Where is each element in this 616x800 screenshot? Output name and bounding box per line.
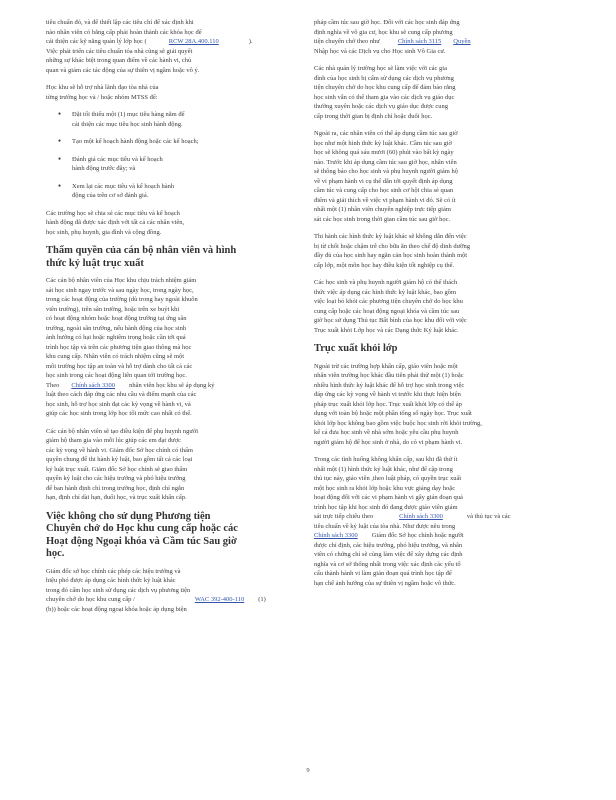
text-line: nào. Trước khi áp dụng cầm túc sau giờ học, nhân viên xyxy=(314,158,457,166)
policy-3115-title-link[interactable]: Quyền xyxy=(453,38,471,45)
text-line: cầm túc và cung cấp cho học sinh cơ hội chia sẻ quan xyxy=(314,187,454,194)
text-line: học sinh vẫn có thể tham gia vào các dịch vụ giáo dục xyxy=(314,93,455,101)
text-line: hạn, định chỉ dài hạn, đuổi học, và trục xuất khẩn cấp. xyxy=(46,494,187,501)
text-line: (b)) hoặc các hoạt động ngoại khóa hoặc áp dụng biện xyxy=(46,605,187,613)
text-line: các kỳ vọng về hành vi. Giám đốc Sở học chính có thẩm xyxy=(46,446,193,454)
heading-line: Hoạt động Ngoại khóa và Cầm túc Sau giờ xyxy=(46,535,237,547)
heading-line: Chuyên chở do Học khu cung cấp hoặc các xyxy=(46,523,238,534)
rcw-link[interactable]: RCW 28A.400.110 xyxy=(168,38,219,45)
page-number: 9 xyxy=(306,767,310,774)
paragraph xyxy=(314,455,572,588)
text-fragment: nhân viên học khu sẽ áp dụng kỷ xyxy=(129,381,215,389)
text-line: trường, ngoài sân trường, nếu hành động của học sinh xyxy=(46,324,187,332)
text-line: giúp các học sinh trong lớp học tối mức cao nhất có thể. xyxy=(46,410,192,417)
text-line: trình học tập và trên các phương tiện giao thông mà học xyxy=(46,343,192,351)
text-line: kỷ luật trục xuất. Giám đốc Sở học chính sẽ giao thẩm xyxy=(46,465,188,473)
text-line: một học sinh ra khỏi lớp hoặc khu vực giảng dạy hoặc xyxy=(314,484,456,492)
text-line: có hoạt động nhóm hoặc hoạt động trường tại ứng sân xyxy=(46,315,187,322)
text-line: những sự khác biệt trong quan điểm về các hành vi, chủ xyxy=(46,57,192,64)
text-line: Các trường học sẽ chia sẻ các mục tiêu và kế hoạch xyxy=(46,209,180,217)
text-line: trình học tập khi học sinh đó đang được giáo viên giám xyxy=(314,503,458,511)
list-item xyxy=(58,155,298,174)
paragraph xyxy=(46,276,298,419)
list-item xyxy=(58,137,298,147)
text-line: tiện chuyên chở theo như xyxy=(314,38,380,45)
text-fragment: Theo xyxy=(46,381,60,389)
text-line: Học khu sẽ hỗ trợ nhà lãnh đạo tòa nhà của xyxy=(46,84,159,91)
text-line: Trong các tình huống không khẩn cấp, sau khi đã thử ít xyxy=(314,456,458,463)
text-line: kể cả đưa học sinh về nhà sớm hoặc yêu cầu phụ huynh xyxy=(314,429,459,436)
text-fragment: (1) xyxy=(258,596,266,603)
text-line: quyền kỷ luật cho các hiệu trưởng và phó hiệu trưởng xyxy=(46,475,186,482)
paragraph xyxy=(314,129,572,224)
heading-line: học. xyxy=(46,548,65,559)
heading-line: thức kỷ luật trục xuất xyxy=(46,257,144,269)
section-heading xyxy=(46,511,298,561)
text-line: luật theo cách đáp ứng các nhu cầu và điểm mạnh của các xyxy=(46,391,197,398)
bullet-icon: ● xyxy=(58,139,62,144)
policy-3300-link[interactable]: Chính sách 3300 xyxy=(71,381,116,389)
text-line: Nhập học và các Dịch vụ cho Học sinh Vô Gia cư. xyxy=(314,47,446,55)
paragraph xyxy=(46,567,298,615)
text-line: Xem lại các mục tiêu và kế hoạch hành xyxy=(72,182,175,190)
text-line: điểm và giải thích về việc vi phạm hành vi đó. Sẽ có ít xyxy=(314,196,456,204)
text-line: quyền chung để thi hành kỷ luật, bao gồm tất cả các loại xyxy=(46,456,193,463)
bullet-icon: ● xyxy=(58,112,62,117)
text-line: học sinh, phụ huynh, gia đình và cộng đồng. xyxy=(46,228,162,236)
text-line: ảnh hưởng có hại hoặc nghiêm trọng hoặc cần tới quá xyxy=(46,334,186,341)
text-line: Các học sinh và phụ huynh người giám hộ có thể thách xyxy=(314,279,458,286)
text-line: giờ học sử dụng Thủ tục Bất bình của học khu đối với việc xyxy=(314,317,467,324)
text-line: người giám hộ để học sinh ở nhà, do có vi phạm hành vi. xyxy=(314,438,463,446)
bullet-icon: ● xyxy=(58,183,62,189)
text-fragment: Giám đốc Sở học chính hoặc người xyxy=(371,532,464,539)
wac-link[interactable]: WAC 392-400-110 xyxy=(194,596,245,603)
text-line: đình của học sinh bị cấm sử dụng các dịch vụ phương xyxy=(314,74,454,82)
text-line: động của trên cơ sở đánh giá. xyxy=(72,192,149,199)
left-column xyxy=(46,18,298,622)
text-line: học sinh, hỗ trợ học sinh đạt các kỳ vọng về hành vi, và xyxy=(46,400,191,408)
text-line: về vi phạm hành vi cụ thể dẫn tới quyết định áp dụng xyxy=(314,177,453,185)
paragraph xyxy=(46,18,298,75)
text-line: Các cán bộ nhân viên sẽ tạo điều kiện để phụ huynh người xyxy=(46,427,199,435)
heading-line: Việc không cho sử dụng Phương tiện xyxy=(46,510,211,522)
text-line: việc loại bỏ khỏi các phương tiện chuyên chở do học khu xyxy=(314,298,463,305)
right-column xyxy=(314,18,572,596)
paragraph xyxy=(46,209,298,238)
paragraph xyxy=(314,64,572,121)
text-line: cấu thành hành vi làm gián đoạn quá trình học tập để xyxy=(314,570,452,577)
section-heading xyxy=(46,245,298,270)
text-line: cấp lớp, một môn học hay điều kiện tốt nghiệp cụ thể. xyxy=(314,261,455,269)
list-item xyxy=(58,182,298,201)
text-line: được chỉ định, các hiệu trưởng, phó hiệu trưởng, và nhân xyxy=(314,541,463,549)
text-line: Trục xuất khỏi Lớp học và các Dạng thức Kỷ luật khác. xyxy=(314,326,459,334)
text-line: pháp trục xuất khỏi lớp học. Trục xuất khỏi lớp có thể áp xyxy=(314,400,462,408)
text-line: học sinh trong các hoạt động liên quan tới trường học. xyxy=(46,372,187,379)
text-line: cung cấp hoặc các hoạt động ngoại khóa và cầm túc sau xyxy=(314,307,460,315)
text-line: học như một hình thức kỷ luật khác. Cầm túc sau giờ xyxy=(314,139,452,147)
text-line: đáp ứng các kỳ vọng về hành vi trước khi thực hiện biện xyxy=(314,391,461,398)
text-line: học sẽ không quá sáu mươi (60) phút vào bất kỳ ngày xyxy=(314,149,454,156)
list-item xyxy=(58,110,298,129)
text-line: Đặt tối thiểu một (1) mục tiêu hàng năm để xyxy=(72,111,185,118)
text-line: thức việc áp dụng các hình thức kỷ luật khác, bao gồm xyxy=(314,288,457,296)
text-line: pháp cầm túc sau giờ học. Đối với các học sinh đáp ứng xyxy=(314,19,460,26)
text-line: sát học sinh ngay trước và sau ngày học, trong ngày học, xyxy=(46,286,194,294)
text-line: nhất một (1) hình thức kỷ luật khác, như để cập trong xyxy=(314,465,453,473)
text-line: giám hộ tham gia vào mỗi lúc giúp các em đạt được xyxy=(46,437,181,444)
text-line: hạn chế ảnh hưởng của sự thiên vị ngầm hoặc vô thức. xyxy=(314,579,456,587)
text-line: khu cung cấp. Nhân viên có trách nhiệm cũng sẽ một xyxy=(46,353,185,360)
text-line: Thi hành các hình thức kỷ luật khác sẽ không dẫn đến việc xyxy=(314,233,467,240)
text-line: khỏi lớp học không bao gồm việc buộc học sinh rời khỏi trường, xyxy=(314,419,482,427)
paragraph xyxy=(46,427,298,503)
paragraph xyxy=(314,362,572,448)
text-line: Giám đốc sở học chính các phép các hiệu trưởng và xyxy=(46,567,181,575)
text-line: thường xuyên hoặc các dịch vụ giáo dục được cung xyxy=(314,103,448,110)
text-line: nào nhân viên có bằng cấp phải hoàn thành các khóa học để xyxy=(46,28,202,36)
text-line: Các nhà quản lý trường học sẽ làm việc với các gia xyxy=(314,65,447,72)
text-line: dụng với toàn bộ hoặc một phần tổng số ngày học. Trục xuất xyxy=(314,410,472,417)
text-line: nhân viên trường học khác đầu tiên phải thử một (1) hoặc xyxy=(314,372,464,379)
text-line: định nghĩa về vô gia cư, học khu sẽ cung cấp phương xyxy=(314,28,453,36)
text-line: hoạt động đối với các vi phạm hành vi gây gián đoạn quá xyxy=(314,494,463,501)
text-line: Đánh giá các mục tiêu và kế hoạch xyxy=(72,155,163,163)
heading-line: Thẩm quyền của cán bộ nhân viên và hình xyxy=(46,245,237,256)
text-line: Các cán bộ nhân viên của Học khu chịu trách nhiệm giám xyxy=(46,277,197,284)
text-fragment: và thủ tục và các xyxy=(466,513,511,520)
text-line: từng trường học và / hoặc nhóm MTSS để: xyxy=(46,93,158,101)
text-line: Ngoài trừ các trường hợp khẩn cấp, giáo viên hoặc một xyxy=(314,362,458,370)
text-line: sẽ thông báo cho học sinh và phụ huynh người giám hộ xyxy=(314,168,458,175)
paragraph xyxy=(314,278,572,335)
paragraph xyxy=(46,83,298,102)
paragraph xyxy=(314,232,572,270)
text-line: viên trường), trên sân trường, hoặc trên xe buýt khi xyxy=(46,305,180,313)
text-line: chuyên chở do học khu cung cấp / xyxy=(46,596,135,603)
bullet-icon: ● xyxy=(58,156,62,162)
text-line: tiêu chuẩn về kỷ luật của tòa nhà. Như được nêu trong xyxy=(314,522,456,530)
text-line: Ngoài ra, các nhân viên có thể áp dụng cầm túc sau giờ xyxy=(314,130,458,137)
text-line: tiện chuyên chở do học khu cung cấp để đảm bảo rằng xyxy=(314,84,456,91)
text-line: viên có chứng chỉ sẽ cùng làm việc để xây dựng các định xyxy=(314,551,463,558)
text-line: cấp trong thời gian bị định chỉ hoặc đuổi học. xyxy=(314,112,433,120)
policy-3300-link[interactable]: Chính sách 3300 xyxy=(314,532,358,539)
text-line: cải thiện các kỹ năng quản lý lớp học ( xyxy=(46,38,147,45)
text-line: nhất một (1) nhân viên chuyên nghiệp trực tiếp giám xyxy=(314,206,451,213)
text-line: hành động trước đây; và xyxy=(72,165,136,172)
text-line: đầy đủ của học sinh hay ngăn cản học sinh hoàn thành một xyxy=(314,252,468,259)
text-fragment: ). xyxy=(248,38,253,45)
section-heading: Trục xuất khỏi lớp xyxy=(314,343,398,354)
text-line: môi trường học tập an toàn và hỗ trợ dành cho tất cả các xyxy=(46,362,193,370)
text-line: hành động đã được xác định với tất cả các nhân viên, xyxy=(46,219,185,226)
text-line: sát các học sinh trong thời gian cầm túc sau giờ học. xyxy=(314,215,451,223)
text-line: bị từ chối hoặc chậm trễ cho bữa ăn theo chế độ dinh dưỡng xyxy=(314,242,471,250)
text-line: quan và giảm các tác động của sự thiên vị ngầm hoặc vô ý. xyxy=(46,66,200,74)
text-line: để ban hành định chỉ trong trường học, định chỉ ngắn xyxy=(46,484,185,492)
text-line: Tạo một kế hoạch hành động hoặc các kế hoạch; xyxy=(72,138,199,145)
text-fragment: sát trực tiếp chiếu theo xyxy=(314,513,374,520)
text-line: nhiều hình thức kỷ luật khác để hỗ trợ học sinh trong việc xyxy=(314,381,465,389)
text-line: hiệu phó được áp dụng các hình thức kỷ luật khác xyxy=(46,577,176,584)
text-line: tiêu chuẩn đó, và để thiết lập các tiêu chí để xác định khi xyxy=(46,19,194,26)
text-line: Việc phát triển các tiêu chuẩn tóa nhà cũng sẽ giải quyết xyxy=(46,47,193,55)
text-line: thủ tục này, giáo viên ,theo luật pháp, có quyền trục xuất xyxy=(314,475,462,482)
paragraph xyxy=(314,18,572,56)
bullet-list xyxy=(58,110,298,201)
text-line: nghĩa và cơ sở thống nhất trong việc xác định các yếu tố xyxy=(314,560,461,568)
text-line: trong đó cấm học sinh sử dụng các dịch vụ phương tiện xyxy=(46,586,191,594)
policy-3115-link[interactable]: Chính sách 3115 xyxy=(397,38,442,45)
text-line: trong các hoạt động của trường (dù trong hay ngoài khuôn xyxy=(46,296,198,303)
text-line: cải thiện các mục tiêu học sinh hành động. xyxy=(72,120,183,128)
policy-3300-link[interactable]: Chính sách 3300 xyxy=(399,513,443,520)
